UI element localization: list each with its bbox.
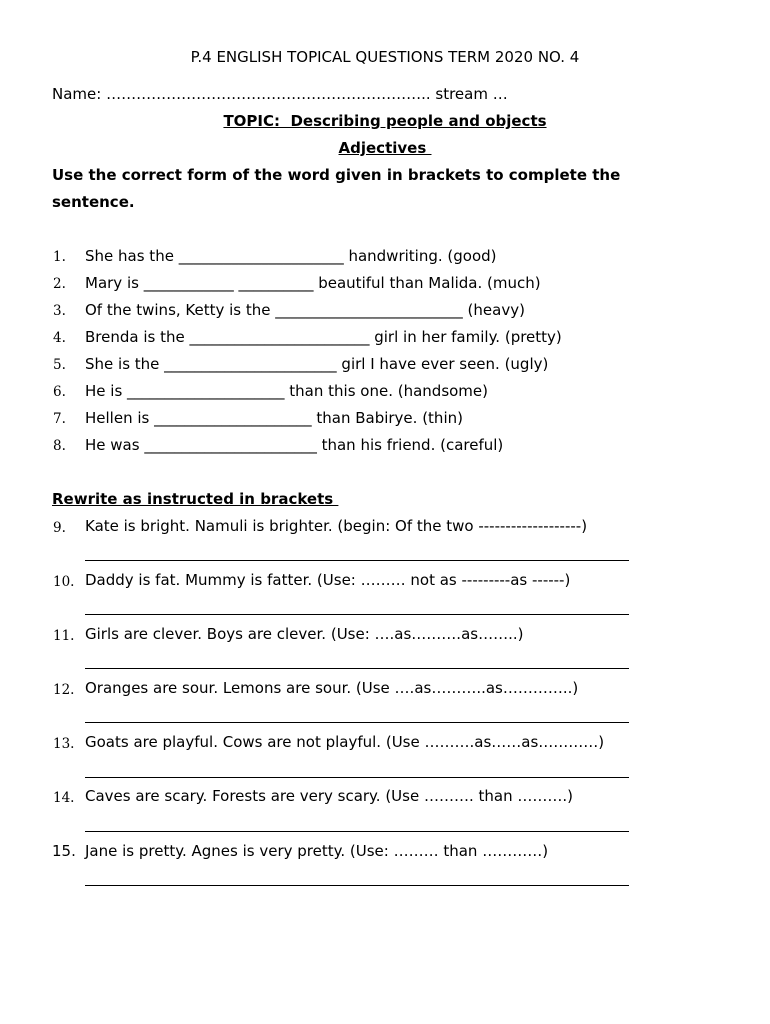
question-number: 7. [53, 411, 66, 427]
question-text: Mary is ____________ __________ beautiful than Malida. (much) [85, 274, 541, 292]
instruction-line-1: Use the correct form of the word given in brackets to complete the [52, 166, 621, 184]
worksheet-title: P.4 ENGLISH TOPICAL QUESTIONS TERM 2020 NO. 4 [190, 48, 580, 66]
question-number: 4. [53, 330, 66, 346]
answer-line[interactable] [85, 614, 629, 615]
question-text: Daddy is fat. Mummy is fatter. (Use: ……… not as ---------as ------) [85, 571, 571, 589]
question-number: 12. [53, 682, 75, 698]
question-number: 6. [53, 384, 66, 400]
question-number: 13. [53, 736, 75, 752]
question-text: Hellen is _____________________ than Babirye. (thin) [85, 409, 463, 427]
question-number: 1. [53, 249, 66, 265]
answer-line[interactable] [85, 885, 629, 886]
question-text: She is the _______________________ girl I have ever seen. (ugly) [85, 355, 549, 373]
question-number: 14. [53, 790, 75, 806]
subtopic-heading: Adjectives [338, 139, 432, 157]
section-2-heading: Rewrite as instructed in brackets [52, 490, 339, 508]
answer-line[interactable] [85, 831, 629, 832]
question-text: Oranges are sour. Lemons are sour. (Use ….as………..as…………..) [85, 679, 579, 697]
answer-line[interactable] [85, 668, 629, 669]
question-number: 2. [53, 276, 66, 292]
question-number: 10. [53, 574, 75, 590]
question-number: 9. [53, 520, 66, 536]
question-text: He was _______________________ than his friend. (careful) [85, 436, 504, 454]
question-text: She has the ______________________ handwriting. (good) [85, 247, 497, 265]
question-number: 5. [53, 357, 66, 373]
question-text: He is _____________________ than this one. (handsome) [85, 382, 489, 400]
question-number: 3. [53, 303, 66, 319]
question-number: 15. [52, 842, 76, 860]
question-text: Goats are playful. Cows are not playful. (Use ……….as……as…………) [85, 733, 605, 751]
question-text: Brenda is the ________________________ girl in her family. (pretty) [85, 328, 562, 346]
answer-line[interactable] [85, 560, 629, 561]
answer-line[interactable] [85, 777, 629, 778]
question-text: Jane is pretty. Agnes is very pretty. (Use: ……… than …………) [85, 842, 549, 860]
question-text: Girls are clever. Boys are clever. (Use: ….as……….as……..) [85, 625, 524, 643]
question-text: Of the twins, Ketty is the _________________________ (heavy) [85, 301, 525, 319]
question-text: Kate is bright. Namuli is brighter. (begin: Of the two -------------------) [85, 517, 588, 535]
question-number: 11. [53, 628, 75, 644]
topic-heading: TOPIC: Describing people and objects [223, 112, 547, 130]
name-stream-line: Name: ……………………………………………………….. stream … [52, 85, 508, 103]
question-number: 8. [53, 438, 66, 454]
question-text: Caves are scary. Forests are very scary. (Use ………. than ……….) [85, 787, 573, 805]
answer-line[interactable] [85, 722, 629, 723]
instruction-line-2: sentence. [52, 193, 135, 211]
